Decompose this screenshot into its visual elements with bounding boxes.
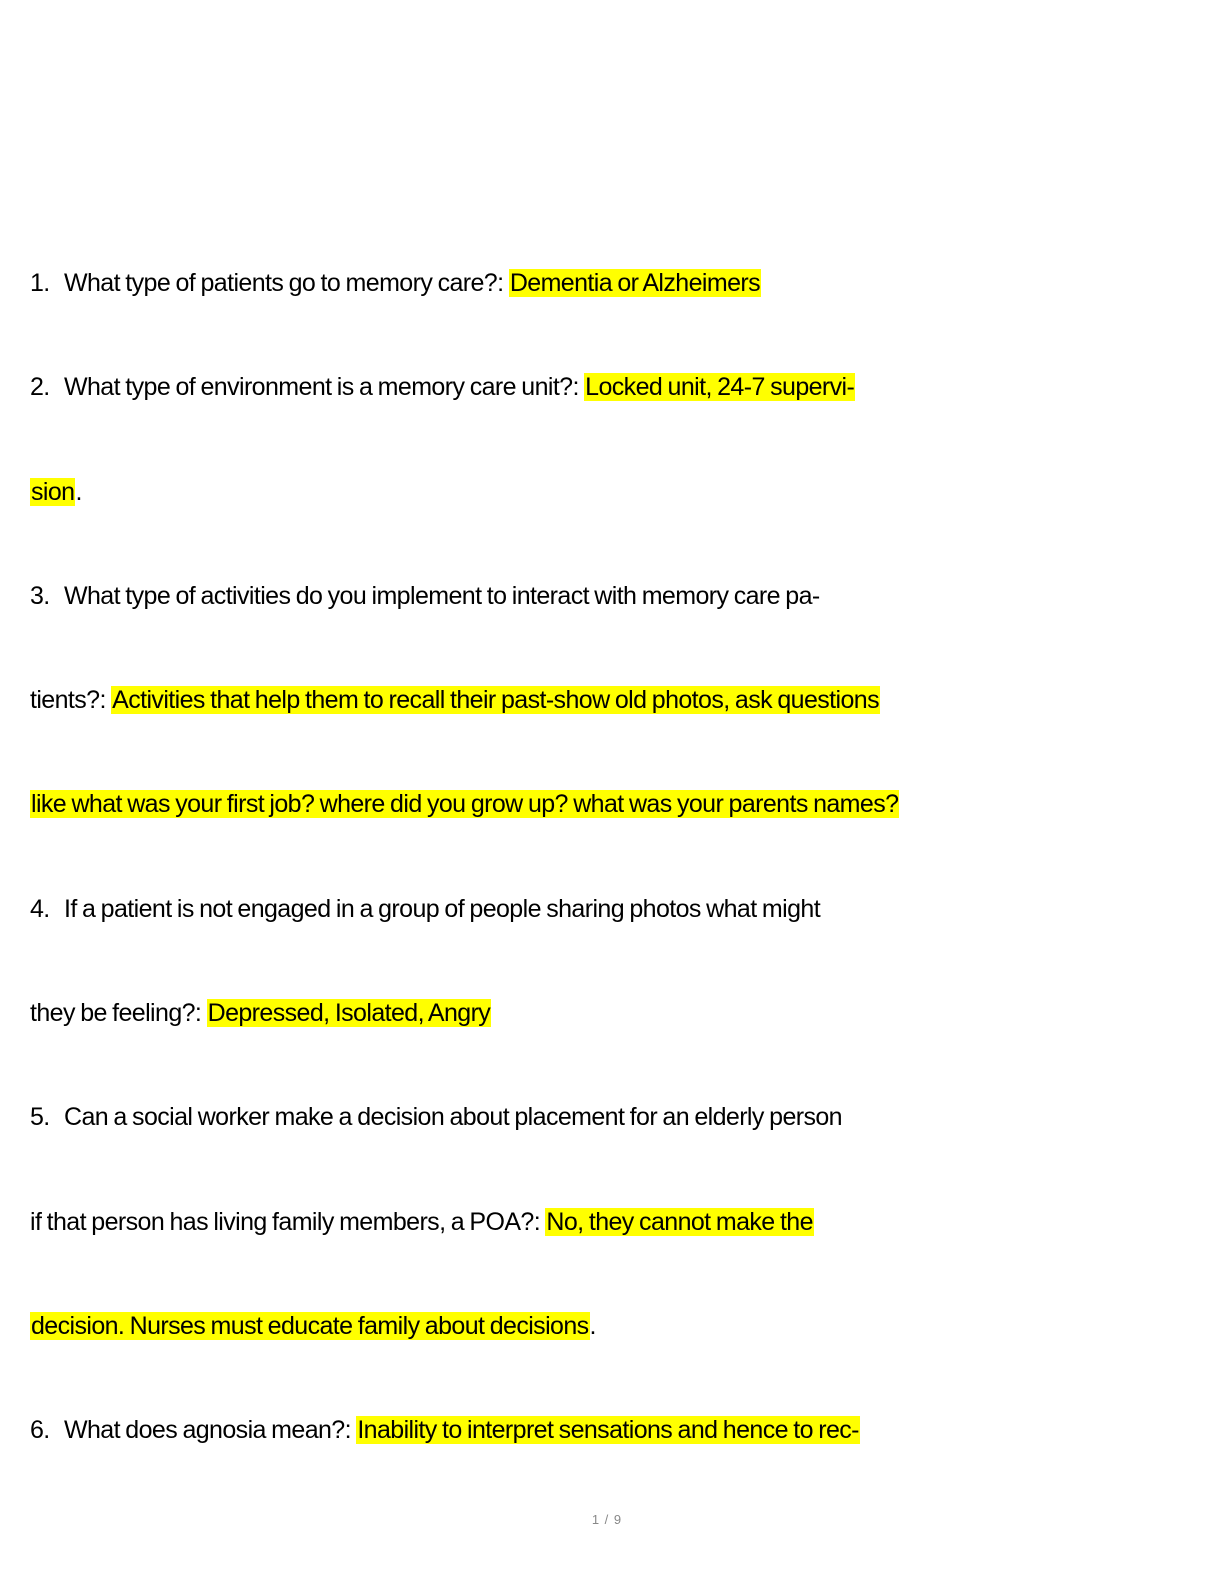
- question-number: 4.: [30, 895, 50, 923]
- question-text: tients?:: [30, 686, 112, 714]
- line-tail: .: [75, 478, 82, 506]
- question-text: What does agnosia mean?:: [64, 1416, 357, 1444]
- question-2-continuation-line: [30, 471, 82, 514]
- question-text: What type of activities do you implement to interact with memory care pa-: [64, 582, 820, 610]
- question-text: What type of environment is a memory care unit?:: [64, 373, 585, 401]
- question-number: 6.: [30, 1416, 50, 1444]
- question-3-continuation-line: [30, 783, 899, 826]
- question-5-line: [30, 1096, 842, 1139]
- question-4-continuation-line: [30, 992, 491, 1035]
- question-number: 2.: [30, 373, 50, 401]
- highlighted-answer: like what was your first job? where did you grow up? what was your parents names?: [31, 790, 899, 818]
- highlighted-answer: sion: [31, 478, 75, 506]
- question-3-continuation-line: [30, 679, 880, 722]
- question-text: If a patient is not engaged in a group of people sharing photos what might: [64, 895, 821, 923]
- highlighted-answer: Inability to interpret sensations and hence to rec-: [357, 1416, 859, 1444]
- highlighted-answer: Activities that help them to recall their past-show old photos, ask questions: [112, 686, 879, 714]
- question-number: 5.: [30, 1103, 50, 1131]
- question-text: if that person has living family members, a POA?:: [30, 1208, 546, 1236]
- question-text: Can a social worker make a decision about placement for an elderly person: [64, 1103, 842, 1131]
- question-text: What type of patients go to memory care?:: [64, 269, 509, 297]
- question-number: 1.: [30, 269, 50, 297]
- question-1-line: [30, 262, 761, 305]
- question-4-line: [30, 888, 820, 931]
- highlighted-answer: Locked unit, 24-7 supervi-: [585, 373, 855, 401]
- highlighted-answer: Depressed, Isolated, Angry: [207, 999, 491, 1027]
- question-2-line: [30, 366, 855, 409]
- question-6-line: [30, 1409, 860, 1452]
- highlighted-answer: decision. Nurses must educate family about decisions: [31, 1312, 589, 1340]
- question-3-line: [30, 575, 820, 618]
- line-tail: .: [589, 1312, 596, 1340]
- question-number: 3.: [30, 582, 50, 610]
- question-5-continuation-line: [30, 1305, 596, 1348]
- highlighted-answer: No, they cannot make the: [546, 1208, 813, 1236]
- page-number: 1 / 9: [591, 1512, 623, 1527]
- question-5-continuation-line: [30, 1201, 814, 1244]
- question-text: they be feeling?:: [30, 999, 207, 1027]
- highlighted-answer: Dementia or Alzheimers: [509, 269, 760, 297]
